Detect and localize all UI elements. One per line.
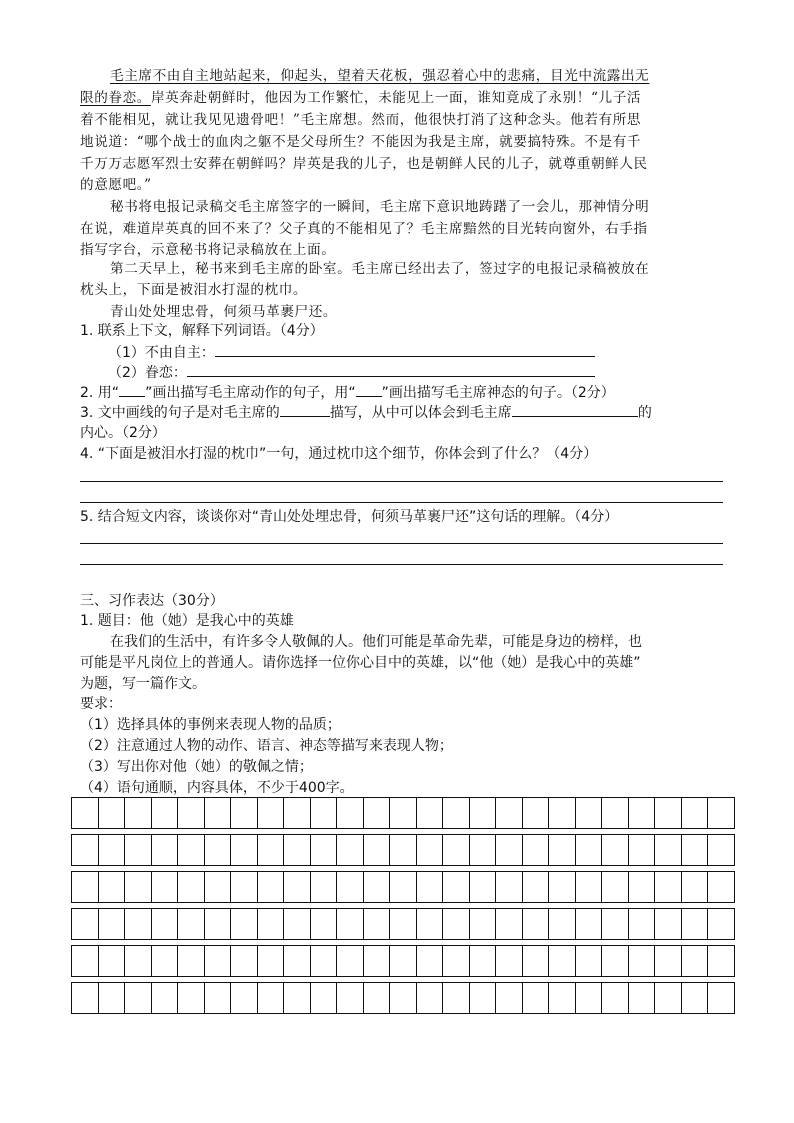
grid-cell[interactable] <box>152 909 179 939</box>
grid-cell[interactable] <box>682 835 709 865</box>
grid-cell[interactable] <box>72 798 99 828</box>
grid-cell[interactable] <box>682 983 709 1013</box>
grid-cell[interactable] <box>602 798 629 828</box>
grid-cell[interactable] <box>390 983 417 1013</box>
grid-cell[interactable] <box>72 872 99 902</box>
requirement-item: （4）语句通顺，内容具体，不少于400字。 <box>80 780 354 796</box>
grid-cell[interactable] <box>72 946 99 976</box>
grid-cell[interactable] <box>496 835 523 865</box>
line-mark <box>119 382 145 397</box>
requirements-label: 要求： <box>80 696 122 712</box>
grid-cell[interactable] <box>576 798 603 828</box>
grid-cell[interactable] <box>152 946 179 976</box>
grid-cell[interactable] <box>284 872 311 902</box>
grid-cell[interactable] <box>629 835 656 865</box>
grid-cell[interactable] <box>178 983 205 1013</box>
grid-row <box>71 982 735 1014</box>
grid-cell[interactable] <box>390 798 417 828</box>
grid-cell[interactable] <box>178 872 205 902</box>
grid-cell[interactable] <box>708 909 734 939</box>
grid-cell[interactable] <box>602 983 629 1013</box>
grid-cell[interactable] <box>708 835 734 865</box>
grid-cell[interactable] <box>470 946 497 976</box>
grid-cell[interactable] <box>682 909 709 939</box>
grid-cell[interactable] <box>152 872 179 902</box>
grid-cell[interactable] <box>231 798 258 828</box>
grid-cell[interactable] <box>708 798 734 828</box>
passage-line: 在说，难道岸英真的回不来了？父子真的不能相见了？毛主席黯然的目光转向窗外，右手指 <box>80 221 648 237</box>
grid-cell[interactable] <box>682 946 709 976</box>
grid-cell[interactable] <box>629 983 656 1013</box>
passage-line: 秘书将电报记录稿交毛主席签字的一瞬间，毛主席下意识地踌躇了一会儿，那神情分明 <box>110 199 650 215</box>
grid-cell[interactable] <box>337 835 364 865</box>
grid-cell[interactable] <box>576 983 603 1013</box>
grid-row <box>71 797 735 829</box>
grid-cell[interactable] <box>549 909 576 939</box>
grid-cell[interactable] <box>205 872 232 902</box>
grid-cell[interactable] <box>152 798 179 828</box>
grid-cell[interactable] <box>284 946 311 976</box>
grid-cell[interactable] <box>549 872 576 902</box>
grid-cell[interactable] <box>470 909 497 939</box>
question-1a <box>108 342 595 363</box>
grid-cell[interactable] <box>311 872 338 902</box>
grid-cell[interactable] <box>443 909 470 939</box>
q1b-label: （2）眷恋： <box>108 365 187 381</box>
grid-cell[interactable] <box>72 909 99 939</box>
grid-cell[interactable] <box>364 983 391 1013</box>
grid-cell[interactable] <box>682 798 709 828</box>
answer-blank[interactable] <box>215 342 595 357</box>
grid-cell[interactable] <box>258 798 285 828</box>
grid-cell[interactable] <box>629 946 656 976</box>
grid-cell[interactable] <box>205 909 232 939</box>
grid-cell[interactable] <box>178 946 205 976</box>
grid-cell[interactable] <box>443 983 470 1013</box>
grid-cell[interactable] <box>284 909 311 939</box>
grid-cell[interactable] <box>470 835 497 865</box>
grid-row <box>71 834 735 866</box>
grid-cell[interactable] <box>125 798 152 828</box>
grid-cell[interactable] <box>602 909 629 939</box>
grid-cell[interactable] <box>364 872 391 902</box>
requirement-item: （2）注意通过人物的动作、语言、神态等描写来表现人物； <box>80 738 453 754</box>
grid-cell[interactable] <box>417 835 444 865</box>
grid-cell[interactable] <box>364 946 391 976</box>
grid-cell[interactable] <box>417 872 444 902</box>
q2-text: ”画出描写毛主席神态的句子。（2分） <box>381 385 615 401</box>
grid-cell[interactable] <box>496 983 523 1013</box>
answer-line[interactable] <box>80 543 723 544</box>
grid-cell[interactable] <box>311 983 338 1013</box>
grid-cell[interactable] <box>364 909 391 939</box>
question-1: 1. 联系上下文，解释下列词语。（4分） <box>80 323 324 339</box>
answer-blank[interactable] <box>187 362 595 377</box>
answer-line[interactable] <box>80 564 723 565</box>
grid-cell[interactable] <box>258 946 285 976</box>
grid-cell[interactable] <box>178 798 205 828</box>
answer-blank[interactable] <box>512 402 638 417</box>
grid-cell[interactable] <box>231 983 258 1013</box>
writing-grid[interactable] <box>71 797 735 1019</box>
grid-cell[interactable] <box>655 946 682 976</box>
grid-cell[interactable] <box>549 798 576 828</box>
section-title: 三、习作表达（30分） <box>80 593 224 609</box>
q2-text: 2. 用“ <box>80 385 120 401</box>
grid-cell[interactable] <box>258 835 285 865</box>
line-mark <box>356 382 382 397</box>
answer-line[interactable] <box>80 502 723 503</box>
intro-line: 可能是平凡岗位上的普通人。请你选择一位你心目中的英雄，以“他（她）是我心中的英雄” <box>80 655 641 671</box>
underlined-sentence-end: 限的眷恋。 <box>80 90 151 106</box>
grid-cell[interactable] <box>629 909 656 939</box>
question-2 <box>80 382 615 403</box>
grid-cell[interactable] <box>523 798 550 828</box>
grid-cell[interactable] <box>682 872 709 902</box>
grid-cell[interactable] <box>337 909 364 939</box>
grid-cell[interactable] <box>523 983 550 1013</box>
grid-cell[interactable] <box>390 909 417 939</box>
grid-cell[interactable] <box>523 909 550 939</box>
grid-cell[interactable] <box>337 946 364 976</box>
grid-cell[interactable] <box>364 835 391 865</box>
grid-cell[interactable] <box>549 983 576 1013</box>
grid-cell[interactable] <box>337 872 364 902</box>
grid-cell[interactable] <box>205 983 232 1013</box>
answer-line[interactable] <box>80 481 723 482</box>
grid-cell[interactable] <box>496 798 523 828</box>
grid-cell[interactable] <box>523 872 550 902</box>
grid-cell[interactable] <box>443 798 470 828</box>
grid-cell[interactable] <box>629 872 656 902</box>
grid-cell[interactable] <box>602 872 629 902</box>
grid-cell[interactable] <box>284 983 311 1013</box>
grid-cell[interactable] <box>152 983 179 1013</box>
grid-cell[interactable] <box>337 983 364 1013</box>
grid-cell[interactable] <box>99 872 126 902</box>
grid-cell[interactable] <box>231 946 258 976</box>
grid-row <box>71 908 735 940</box>
passage-text: 岸英奔赴朝鲜时，他因为工作繁忙，未能见上一面，谁知竟成了永别！“儿子活 <box>150 90 642 106</box>
grid-cell[interactable] <box>125 909 152 939</box>
grid-cell[interactable] <box>390 946 417 976</box>
grid-cell[interactable] <box>125 835 152 865</box>
requirement-item: （3）写出你对他（她）的敬佩之情； <box>80 759 313 775</box>
underlined-sentence: 毛主席不由自主地站起来，仰起头，望着天花板，强忍着心中的悲痛，目光中流露出无 <box>110 68 650 84</box>
grid-cell[interactable] <box>655 983 682 1013</box>
grid-cell[interactable] <box>152 835 179 865</box>
grid-cell[interactable] <box>470 798 497 828</box>
grid-cell[interactable] <box>258 872 285 902</box>
answer-blank[interactable] <box>280 402 330 417</box>
grid-cell[interactable] <box>496 909 523 939</box>
passage-line: 枕头上，下面是被泪水打湿的枕巾。 <box>80 282 308 298</box>
grid-cell[interactable] <box>125 983 152 1013</box>
grid-cell[interactable] <box>523 835 550 865</box>
passage-line: 的意愿吧。” <box>80 177 152 193</box>
grid-cell[interactable] <box>72 983 99 1013</box>
q1a-label: （1）不由自主： <box>108 345 215 361</box>
passage-line: 第二天早上，秘书来到毛主席的卧室。毛主席已经出去了，签过字的电报记录稿被放在 <box>110 261 650 277</box>
grid-cell[interactable] <box>99 798 126 828</box>
grid-cell[interactable] <box>523 946 550 976</box>
grid-cell[interactable] <box>390 835 417 865</box>
grid-cell[interactable] <box>655 872 682 902</box>
grid-cell[interactable] <box>125 872 152 902</box>
grid-cell[interactable] <box>205 946 232 976</box>
grid-cell[interactable] <box>417 983 444 1013</box>
grid-cell[interactable] <box>99 983 126 1013</box>
grid-cell[interactable] <box>231 835 258 865</box>
passage-line: 指写字台，示意秘书将记录稿放在上面。 <box>80 242 336 258</box>
passage-line: 地说道：“哪个战士的血肉之躯不是父母所生？不能因为我是主席，就要搞特殊。不是有千 <box>80 134 642 150</box>
question-4: 4. “下面是被泪水打湿的枕巾”一句，通过枕巾这个细节，你体会到了什么？（4分） <box>80 446 598 462</box>
grid-cell[interactable] <box>205 835 232 865</box>
intro-line: 在我们的生活中，有许多令人敬佩的人。他们可能是革命先辈，可能是身边的榜样，也 <box>110 634 642 650</box>
grid-cell[interactable] <box>708 983 734 1013</box>
grid-cell[interactable] <box>417 798 444 828</box>
grid-row <box>71 945 735 977</box>
grid-cell[interactable] <box>258 983 285 1013</box>
grid-cell[interactable] <box>629 798 656 828</box>
grid-cell[interactable] <box>417 909 444 939</box>
intro-line: 为题，写一篇作文。 <box>80 676 206 692</box>
grid-cell[interactable] <box>655 909 682 939</box>
grid-cell[interactable] <box>178 909 205 939</box>
grid-cell[interactable] <box>576 909 603 939</box>
requirement-item: （1）选择具体的事例来表现人物的品质； <box>80 717 341 733</box>
grid-cell[interactable] <box>443 946 470 976</box>
grid-cell[interactable] <box>655 798 682 828</box>
grid-cell[interactable] <box>311 798 338 828</box>
grid-cell[interactable] <box>311 835 338 865</box>
grid-cell[interactable] <box>258 909 285 939</box>
grid-cell[interactable] <box>311 909 338 939</box>
grid-cell[interactable] <box>178 835 205 865</box>
q3-text: 的 <box>637 405 652 421</box>
grid-cell[interactable] <box>602 835 629 865</box>
composition-topic: 1. 题目：他（她）是我心中的英雄 <box>80 613 294 629</box>
passage-line: 千万万志愿军烈士安葬在朝鲜吗？岸英是我的儿子，也是朝鲜人民的儿子，就尊重朝鲜人民 <box>80 156 648 172</box>
passage-line <box>80 88 641 108</box>
grid-cell[interactable] <box>496 946 523 976</box>
grid-cell[interactable] <box>231 909 258 939</box>
grid-cell[interactable] <box>99 946 126 976</box>
grid-cell[interactable] <box>470 983 497 1013</box>
grid-cell[interactable] <box>284 798 311 828</box>
passage-line: 着不能相见，就让我见见遗骨吧！”毛主席想。然而，他很快打消了这种念头。他若有所思 <box>80 112 642 128</box>
q3-text: 描写，从中可以体会到毛主席 <box>329 405 512 421</box>
grid-cell[interactable] <box>390 872 417 902</box>
grid-cell[interactable] <box>443 872 470 902</box>
grid-cell[interactable] <box>708 946 734 976</box>
grid-cell[interactable] <box>337 798 364 828</box>
passage-line: 青山处处埋忠骨，何须马革裹尸还。 <box>110 304 338 320</box>
grid-cell[interactable] <box>284 835 311 865</box>
grid-row <box>71 871 735 903</box>
question-5: 5. 结合短文内容，谈谈你对“青山处处埋忠骨，何须马革裹尸还”这句话的理解。（4分） <box>80 509 619 525</box>
grid-cell[interactable] <box>311 946 338 976</box>
grid-cell[interactable] <box>364 798 391 828</box>
question-1b <box>108 362 595 383</box>
grid-cell[interactable] <box>417 946 444 976</box>
grid-cell[interactable] <box>72 835 99 865</box>
grid-cell[interactable] <box>470 872 497 902</box>
q2-text: ”画出描写毛主席动作的句子，用“ <box>145 385 356 401</box>
grid-cell[interactable] <box>443 835 470 865</box>
grid-cell[interactable] <box>549 946 576 976</box>
grid-cell[interactable] <box>655 835 682 865</box>
grid-cell[interactable] <box>549 835 576 865</box>
grid-cell[interactable] <box>99 909 126 939</box>
grid-cell[interactable] <box>576 835 603 865</box>
grid-cell[interactable] <box>496 872 523 902</box>
grid-cell[interactable] <box>231 872 258 902</box>
grid-cell[interactable] <box>99 835 126 865</box>
grid-cell[interactable] <box>602 946 629 976</box>
grid-cell[interactable] <box>708 872 734 902</box>
question-3 <box>80 402 652 423</box>
grid-cell[interactable] <box>205 798 232 828</box>
grid-cell[interactable] <box>125 946 152 976</box>
q3-text: 3. 文中画线的句子是对毛主席的 <box>80 405 280 421</box>
grid-cell[interactable] <box>576 946 603 976</box>
question-3-cont: 内心。（2分） <box>80 425 166 441</box>
grid-cell[interactable] <box>576 872 603 902</box>
